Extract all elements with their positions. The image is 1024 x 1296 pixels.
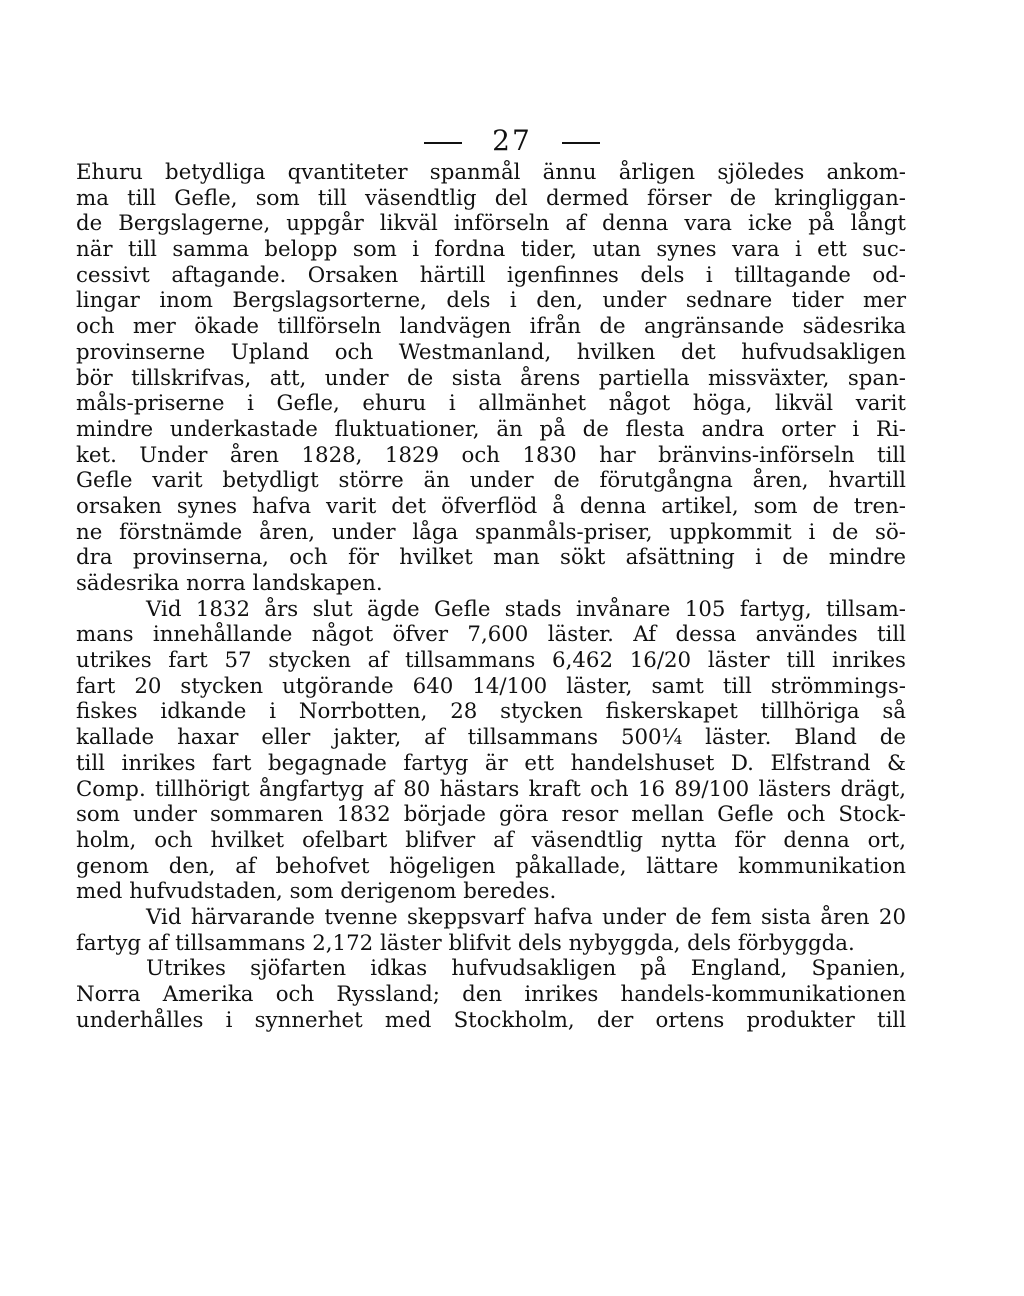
header-dash-right: [562, 142, 600, 144]
text-line: ne förstnämde åren, under låga spanmåls-priser, uppkommit i de sö-: [76, 519, 906, 545]
text-line: orsaken synes hafva varit det öfverflöd å denna artikel, som de tren-: [76, 493, 906, 519]
text-line: dra provinserna, och för hvilket man sökt afsättning i de mindre: [76, 545, 906, 571]
text-line: Comp. tillhörigt ångfartyg af 80 hästars kraft och 16 89/100 lästers drägt,: [76, 776, 906, 802]
text-line: Gefle varit betydligt större än under de förutgångna åren, hvartill: [76, 468, 906, 494]
text-line: lingar inom Bergslagsorterne, dels i den, under sednare tider mer: [76, 288, 906, 314]
text-line: ket. Under åren 1828, 1829 och 1830 har bränvins-införseln till: [76, 442, 906, 468]
body-text: [76, 160, 906, 1033]
text-line: fart 20 stycken utgörande 640 14/100 läster, samt till strömmings-: [76, 673, 906, 699]
text-line: sädesrika norra landskapen.: [76, 571, 383, 596]
text-line: cessivt aftagande. Orsaken härtill igenfinnes dels i tilltagande od-: [76, 262, 906, 288]
text-line: underhålles i synnerhet med Stockholm, der ortens produkter till: [76, 1007, 906, 1033]
text-line: kallade haxar eller jakter, af tillsammans 500¼ läster. Bland de: [76, 725, 906, 751]
page-number: 27: [492, 124, 532, 157]
text-line: provinserne Upland och Westmanland, hvilken det hufvudsakligen: [76, 339, 906, 365]
header-dash-left: [424, 142, 462, 144]
text-line: Norra Amerika och Ryssland; den inrikes handels-kommunikationen: [76, 982, 906, 1007]
text-line: bör tillskrifvas, att, under de sista årens partiella missväxter, span-: [76, 365, 906, 391]
text-line: och mer ökade tillförseln landvägen ifrån de angränsande sädesrika: [76, 314, 906, 340]
text-line: fartyg af tillsammans 2,172 läster blifvit dels nybyggda, dels förbyggda.: [76, 930, 855, 956]
page-header: [0, 124, 1024, 157]
text-line: som under sommaren 1832 började göra resor mellan Gefle och Stock-: [76, 802, 906, 828]
text-line: utrikes fart 57 stycken af tillsammans 6,462 16/20 läster till inrikes: [76, 648, 906, 674]
text-line: när till samma belopp som i fordna tider, utan synes vara i ett suc-: [76, 237, 906, 263]
text-line: Ehuru betydliga qvantiteter spanmål ännu årligen sjöledes ankom-: [76, 160, 906, 185]
text-line: genom den, af behofvet högeligen påkallade, lättare kommunikation: [76, 853, 906, 879]
text-line: Vid härvarande tvenne skeppsvarf hafva under de fem sista åren 20: [146, 904, 906, 930]
text-line: fiskes idkande i Norrbotten, 28 stycken fiskerskapet tillhöriga så: [76, 699, 906, 725]
text-line: holm, och hvilket ofelbart blifver af väsendtlig nytta för denna ort,: [76, 827, 906, 853]
text-line: till inrikes fart begagnade fartyg är ett handelshuset D. Elfstrand &: [76, 750, 906, 776]
text-line: ma till Gefle, som till väsendtlig del dermed förser de kringliggan-: [76, 185, 906, 211]
text-line: mans innehållande något öfver 7,600 läster. Af dessa användes till: [76, 622, 906, 648]
text-line: de Bergslagerne, uppgår likväl införseln af denna vara icke på långt: [76, 211, 906, 237]
text-line: Vid 1832 års slut ägde Gefle stads invånare 105 fartyg, tillsam-: [146, 596, 906, 622]
text-line: mindre underkastade fluktuationer, än på de flesta andra orter i Ri-: [76, 416, 906, 442]
text-line: måls-priserne i Gefle, ehuru i allmänhet något höga, likväl varit: [76, 391, 906, 417]
text-line: med hufvudstaden, som derigenom beredes.: [76, 879, 557, 905]
text-line: Utrikes sjöfarten idkas hufvudsakligen på England, Spanien,: [146, 956, 906, 982]
